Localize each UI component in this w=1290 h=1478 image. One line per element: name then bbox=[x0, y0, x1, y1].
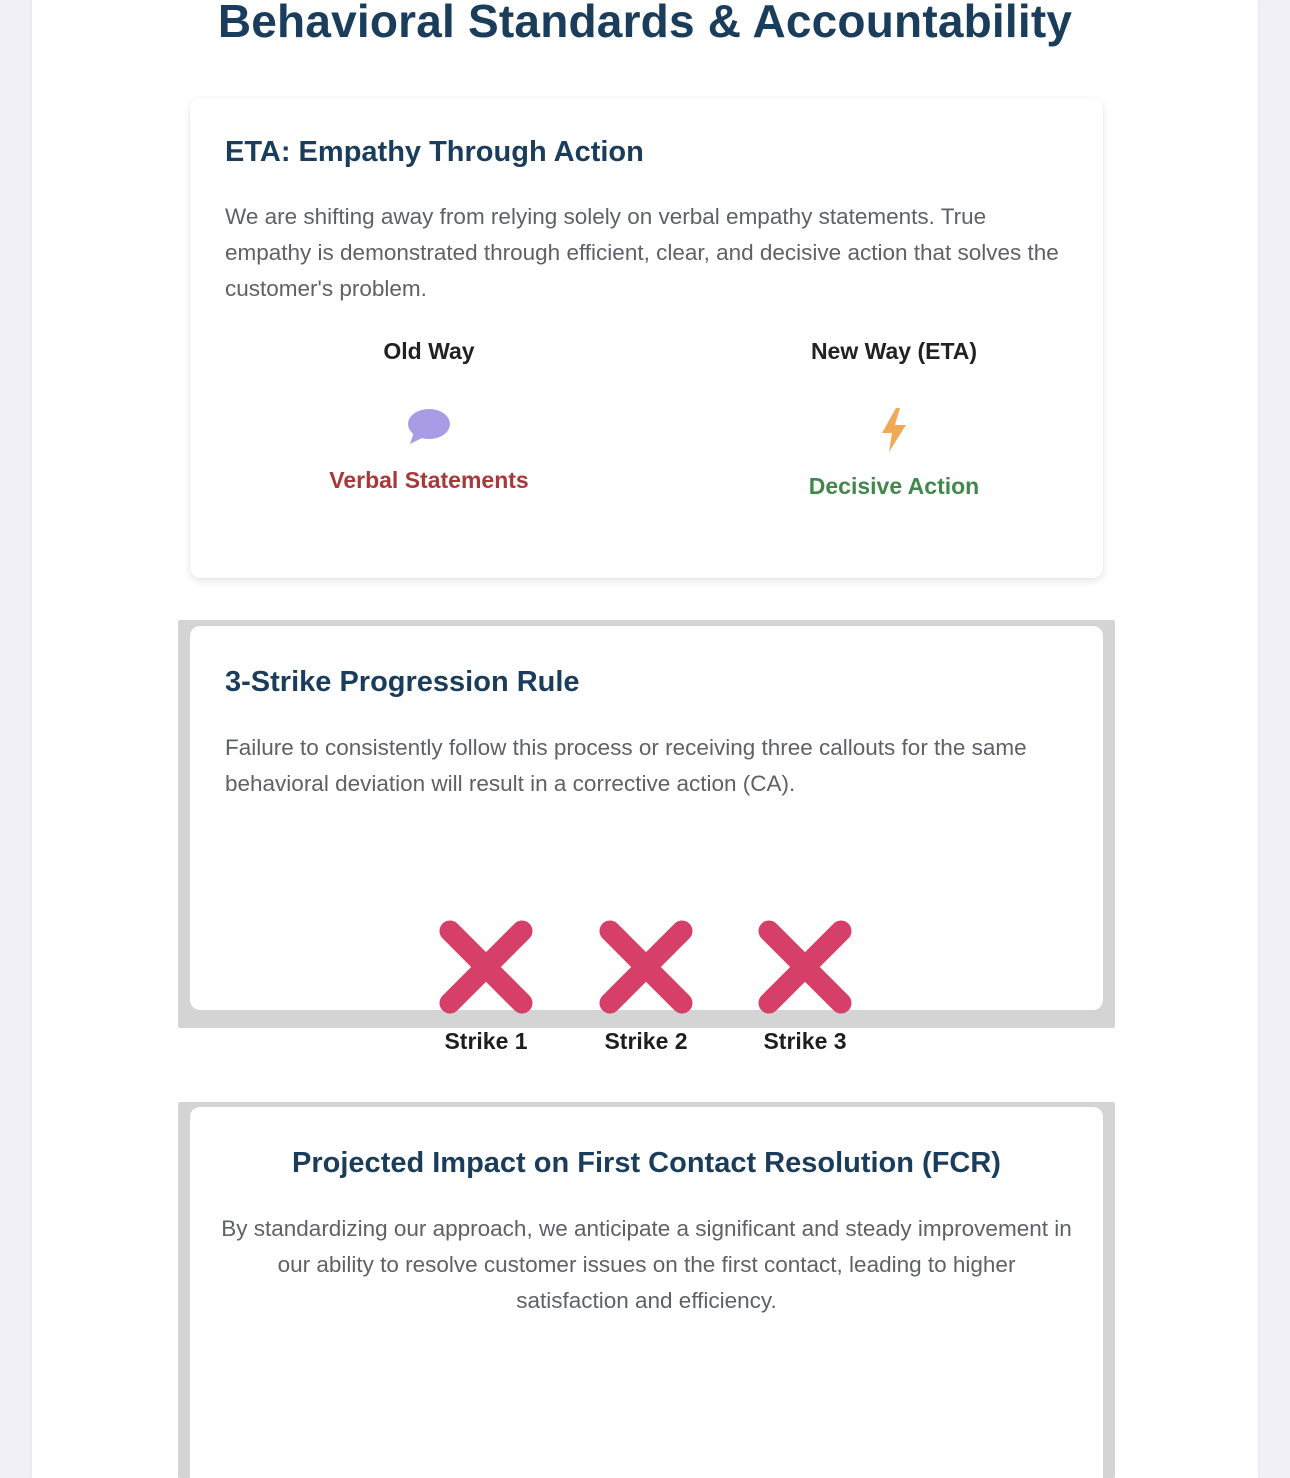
strike-card-description: Failure to consistently follow this process or receiving three callouts for the same behavioral deviation will result in a corrective action (CA). bbox=[225, 735, 1027, 796]
eta-card bbox=[190, 98, 1103, 578]
strike-label: Strike 3 bbox=[763, 1028, 847, 1054]
fcr-card bbox=[190, 1107, 1103, 1478]
x-mark-icon bbox=[758, 920, 852, 1014]
eta-card-title: ETA: Empathy Through Action bbox=[225, 136, 644, 168]
lightning-bolt-icon bbox=[879, 407, 909, 453]
strike-list bbox=[0, 920, 1290, 1070]
x-mark-icon bbox=[599, 920, 693, 1014]
strike-card-title: 3-Strike Progression Rule bbox=[225, 666, 580, 698]
strike-label: Strike 1 bbox=[444, 1028, 528, 1054]
fcr-card-description: By standardizing our approach, we anticipate a significant and steady improvement in our ability to resolve customer issues on the first contact, leading to higher satisfaction and efficiency. bbox=[221, 1216, 1072, 1313]
x-mark-icon bbox=[439, 920, 533, 1014]
eta-card-description: We are shifting away from relying solely on verbal empathy statements. True empathy is demonstrated through efficient, clear, and decisive action that solves the customer's problem. bbox=[225, 204, 1059, 301]
strike-item bbox=[745, 920, 865, 1055]
strike-item bbox=[586, 920, 706, 1055]
old-way-column bbox=[279, 338, 579, 494]
new-way-heading: New Way (ETA) bbox=[810, 338, 978, 364]
speech-bubble-icon bbox=[406, 407, 452, 447]
old-way-label: Verbal Statements bbox=[329, 467, 529, 493]
old-way-heading: Old Way bbox=[383, 338, 475, 364]
new-way-label: Decisive Action bbox=[808, 473, 980, 499]
new-way-column bbox=[744, 338, 1044, 500]
page-container bbox=[32, 0, 1258, 1478]
strike-item bbox=[426, 920, 546, 1055]
page-title: Behavioral Standards & Accountability bbox=[217, 0, 1073, 47]
strike-label: Strike 2 bbox=[604, 1028, 688, 1054]
fcr-card-title: Projected Impact on First Contact Resolution (FCR) bbox=[292, 1147, 1001, 1179]
